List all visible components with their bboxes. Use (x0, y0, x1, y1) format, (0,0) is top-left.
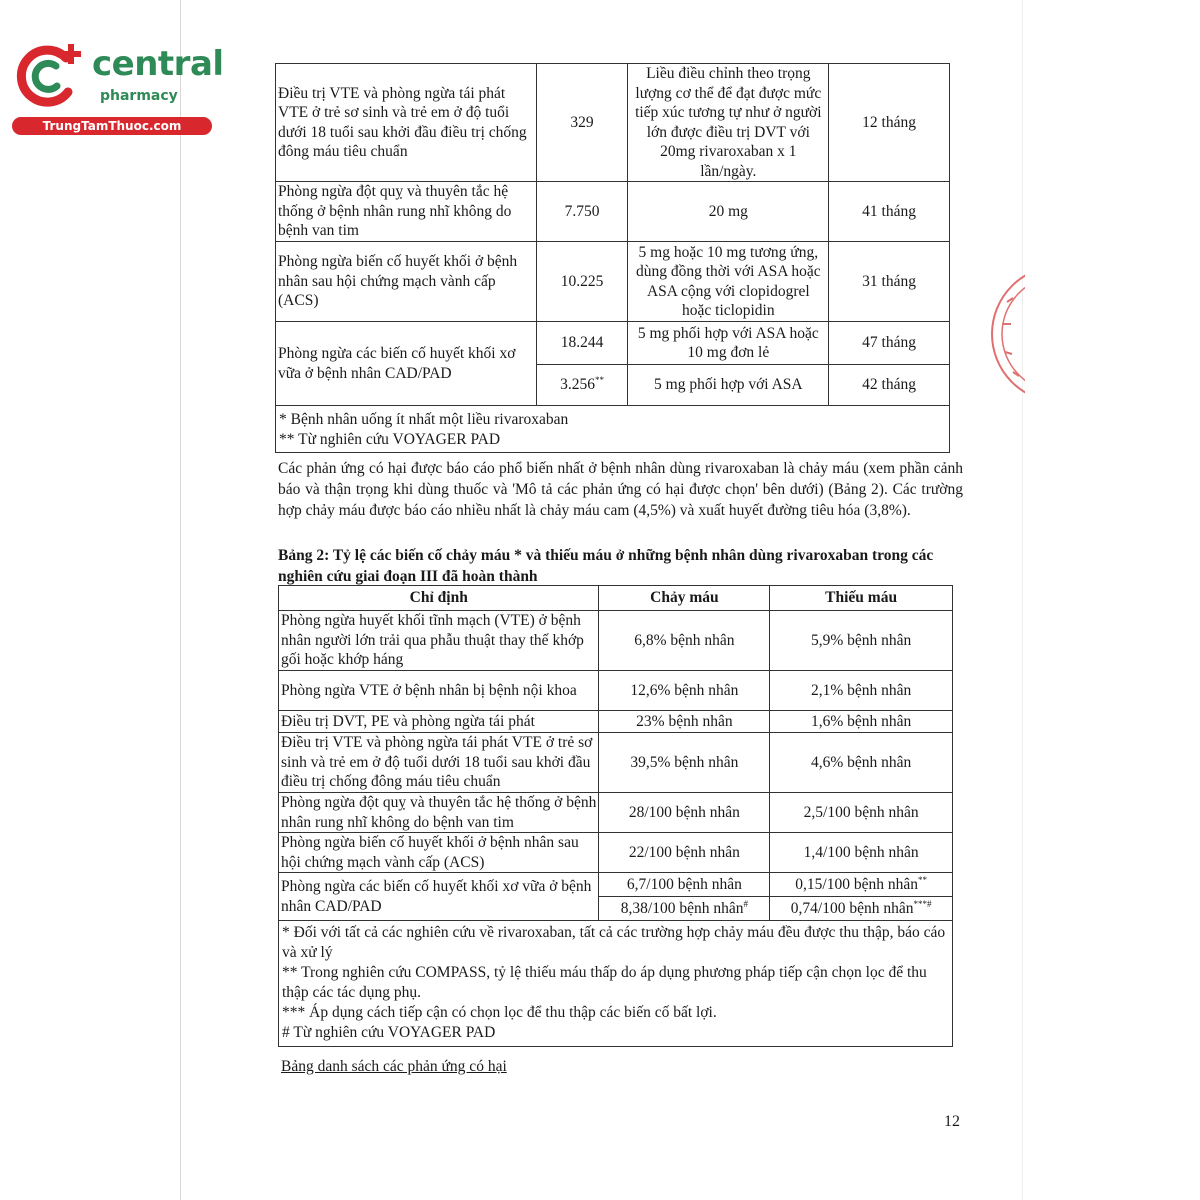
footnote-mark: ***# (913, 898, 932, 909)
anemia-cell: 4,6% bệnh nhân (770, 733, 953, 793)
stamp-seal-icon (985, 262, 1025, 412)
indication-cell: Phòng ngừa biến cố huyết khối ở bệnh nhân sau hội chứng mạch vành cấp (ACS) (279, 833, 599, 873)
table-row (276, 64, 950, 182)
treatment-table (275, 63, 950, 453)
indication-cell: Phòng ngừa đột quỵ và thuyên tắc hệ thống ở bệnh nhân rung nhĩ không do bệnh van tim (276, 182, 537, 242)
footnote-mark: # (743, 898, 748, 909)
indication-cell: Phòng ngừa huyết khối tĩnh mạch (VTE) ở bệnh nhân người lớn trải qua phẫu thuật thay thế khớp gối hoặc khớp háng (279, 611, 599, 671)
duration-cell: 41 tháng (829, 182, 950, 242)
logo-tagline: pharmacy (100, 88, 178, 104)
anemia-cell: 5,9% bệnh nhân (770, 611, 953, 671)
anemia-value: 0,74/100 bệnh nhân (790, 899, 914, 917)
table-row (276, 182, 950, 242)
duration-cell: 42 tháng (829, 365, 950, 406)
dose-cell: 20 mg (628, 182, 829, 242)
column-header: Chảy máu (599, 586, 770, 611)
table-row (279, 671, 953, 711)
page-number: 12 (944, 1113, 960, 1130)
column-header: Thiếu máu (770, 586, 953, 611)
patients-cell: 18.244 (536, 322, 628, 365)
body-paragraph: Các phản ứng có hại được báo cáo phổ biến nhất ở bệnh nhân dùng rivaroxaban là chảy máu (xem phần cảnh báo và thận trọng khi dùng thuốc và 'Mô tả các phản ứng có hại được chọn' bên dưới) (Bảng 2). Các trường hợp chảy máu được báo cáo nhiều nhất là chảy máu cam (4,5%) và xuất huyết đường tiêu hóa (3,8%). (278, 460, 963, 519)
patients-cell: 10.225 (536, 242, 628, 322)
table-row (279, 611, 953, 671)
footnote: * Đối với tất cả các nghiên cứu về rivaroxaban, tất cả các trường hợp chảy máu đều được thu thập, báo cáo và xử lý (282, 924, 946, 961)
anemia-cell (770, 897, 953, 921)
bleeding-cell: 23% bệnh nhân (599, 711, 770, 733)
bleeding-cell (599, 897, 770, 921)
table-footnotes (279, 921, 953, 1047)
patients-cell (536, 365, 628, 406)
bleeding-value: 8,38/100 bệnh nhân (620, 899, 744, 917)
footnote: ** Từ nghiên cứu VOYAGER PAD (279, 431, 501, 448)
page-edge-right (1022, 0, 1023, 1200)
anemia-value: 0,15/100 bệnh nhân (795, 875, 918, 893)
duration-cell: 47 tháng (829, 322, 950, 365)
bleeding-cell: 12,6% bệnh nhân (599, 671, 770, 711)
page-edge-left (180, 0, 181, 1200)
patients-value: 3.256 (560, 376, 595, 394)
footnote: *** Áp dụng cách tiếp cận có chọn lọc để thu thập các biến cố bất lợi. (282, 1004, 717, 1021)
anemia-cell (770, 873, 953, 897)
logo-url[interactable]: TrungTamThuoc.com (12, 117, 212, 135)
indication-cell: Điều trị DVT, PE và phòng ngừa tái phát (279, 711, 599, 733)
anemia-cell: 2,5/100 bệnh nhân (770, 793, 953, 833)
table-header (279, 586, 953, 611)
patients-cell: 7.750 (536, 182, 628, 242)
pharmacy-logo[interactable] (10, 38, 224, 138)
indication-cell: Điều trị VTE và phòng ngừa tái phát VTE ở trẻ sơ sinh và trẻ em ở độ tuổi dưới 18 tuổi sau khởi đầu điều trị chống đông máu tiêu chuẩn (276, 64, 537, 182)
duration-cell: 12 tháng (829, 64, 950, 182)
table-footnotes (276, 406, 950, 453)
bleeding-cell: 22/100 bệnh nhân (599, 833, 770, 873)
column-header: Chỉ định (279, 586, 599, 611)
indication-cell: Điều trị VTE và phòng ngừa tái phát VTE ở trẻ sơ sinh và trẻ em ở độ tuổi dưới 18 tuổi sau khởi đầu điều trị chống đông máu tiêu chuẩn (279, 733, 599, 793)
indication-cell: Phòng ngừa các biến cố huyết khối xơ vữa ở bệnh nhân CAD/PAD (279, 873, 599, 921)
bleeding-cell: 6,7/100 bệnh nhân (599, 873, 770, 897)
table-row (279, 733, 953, 793)
anemia-cell: 2,1% bệnh nhân (770, 671, 953, 711)
indication-cell: Phòng ngừa VTE ở bệnh nhân bị bệnh nội khoa (279, 671, 599, 711)
logo-name: central (92, 44, 224, 84)
table-row (279, 711, 953, 733)
table-row (279, 833, 953, 873)
table-row (279, 793, 953, 833)
table-row (276, 322, 950, 365)
dose-cell: 5 mg hoặc 10 mg tương ứng, dùng đồng thời với ASA hoặc ASA cộng với clopidogrel hoặc ticlopidin (628, 242, 829, 322)
footnote: # Từ nghiên cứu VOYAGER PAD (282, 1024, 496, 1041)
central-logo-icon (10, 38, 90, 114)
indication-cell: Phòng ngừa đột quỵ và thuyên tắc hệ thống ở bệnh nhân rung nhĩ không do bệnh van tim (279, 793, 599, 833)
footnote: ** Trong nghiên cứu COMPASS, tỷ lệ thiếu máu thấp do áp dụng phương pháp tiếp cận chọn lọc để thu thập các tác dụng phụ. (282, 964, 927, 1001)
anemia-cell: 1,6% bệnh nhân (770, 711, 953, 733)
table-caption: Bảng 2: Tỷ lệ các biến cố chảy máu * và thiếu máu ở những bệnh nhân dùng rivaroxaban trong các nghiên cứu giai đoạn III đã hoàn thành (278, 547, 934, 585)
footnote: * Bệnh nhân uống ít nhất một liều rivaroxaban (279, 411, 569, 428)
bleeding-table (278, 585, 953, 1047)
duration-cell: 31 tháng (829, 242, 950, 322)
indication-cell: Phòng ngừa các biến cố huyết khối xơ vữa ở bệnh nhân CAD/PAD (276, 322, 537, 406)
footnote-mark: ** (917, 874, 927, 885)
dose-cell: 5 mg phối hợp với ASA hoặc 10 mg đơn lẻ (628, 322, 829, 365)
table-row (279, 873, 953, 897)
section-heading: Bảng danh sách các phản ứng có hại (281, 1058, 507, 1075)
bleeding-cell: 28/100 bệnh nhân (599, 793, 770, 833)
patients-cell: 329 (536, 64, 628, 182)
dose-cell: 5 mg phối hợp với ASA (628, 365, 829, 406)
footnote-mark: ** (594, 375, 604, 386)
bleeding-cell: 39,5% bệnh nhân (599, 733, 770, 793)
bleeding-cell: 6,8% bệnh nhân (599, 611, 770, 671)
dose-cell: Liều điều chỉnh theo trọng lượng cơ thể để đạt được mức tiếp xúc tương tự như ở người lớn được điều trị DVT với 20mg rivaroxaban x 1 lần/ngày. (628, 64, 829, 182)
anemia-cell: 1,4/100 bệnh nhân (770, 833, 953, 873)
table-row (276, 242, 950, 322)
indication-cell: Phòng ngừa biến cố huyết khối ở bệnh nhân sau hội chứng mạch vành cấp (ACS) (276, 242, 537, 322)
